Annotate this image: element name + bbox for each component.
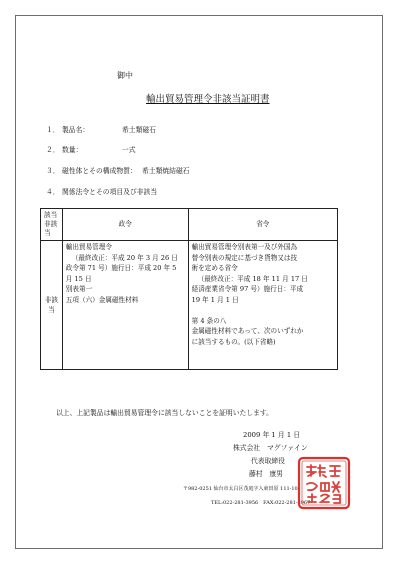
cell-line: 第 4 条の八 <box>191 316 227 325</box>
item-number: ３． <box>46 167 60 175</box>
cell-line: 19 年 1 月 1 日 <box>191 295 239 304</box>
representative-name: 藤村 康男 <box>249 470 283 478</box>
table-header-row <box>41 209 338 241</box>
shorei-cell <box>188 241 337 370</box>
cell-line: 替令別表の規定に基づき貨物又は技 <box>191 253 298 262</box>
header-corner <box>41 209 63 241</box>
item-number: １． <box>46 126 60 134</box>
row-label: 非該当 <box>41 241 63 370</box>
item-label: 製品名： <box>62 126 90 134</box>
header-shorei: 省令 <box>188 209 337 241</box>
cell-line: 政令第 71 号）施行日：平成 20 年 5 <box>65 264 177 272</box>
issue-date: 2009 年 1 月 1 日 <box>243 431 301 439</box>
regulation-table <box>40 208 338 370</box>
addressee: 御中 <box>117 71 133 80</box>
corner-label: 該当 <box>44 211 58 219</box>
certification-statement: 以上、上記製品は輸出貿易管理令に該当しないことを証明いたします。 <box>56 409 273 417</box>
company-name: 株式会社 マグファイン <box>233 444 308 452</box>
item-value: 希土類磁石 <box>122 126 156 134</box>
cell-line: 術を定める省令 <box>191 264 238 272</box>
cell-line: （最終改正：平成 20 年 3 月 26 日 <box>71 253 178 262</box>
cell-line: に該当するもの。(以下省略) <box>191 337 276 346</box>
cell-line: 五項（六）金属磁性材料 <box>65 295 139 304</box>
representative-title: 代表取締役 <box>251 457 285 465</box>
item-value: 一式 <box>122 146 136 154</box>
item-number: ２． <box>46 146 60 154</box>
cell-line: 輸出貿易管理令 <box>65 243 112 251</box>
item-number: ４． <box>46 188 60 196</box>
cell-line: 月 15 日 <box>65 274 92 283</box>
company-contact: TEL:022-281-3956 FAX:022-281-3967 <box>211 500 311 506</box>
header-seirei: 政令 <box>62 209 188 241</box>
corner-label: 非該当 <box>44 220 58 237</box>
company-seal-stamp <box>297 456 351 510</box>
table-row <box>41 241 338 370</box>
item-label: 数量： <box>62 146 83 154</box>
cell-line: 経済産業省令第 97 号）施行日：平成 <box>191 285 304 293</box>
item-label: 関係法令とその項目及び非該当 <box>62 188 158 196</box>
company-address: 〒982-0251 仙台市太白区茂庭字入東田原 111-10 <box>183 486 298 492</box>
seirei-cell <box>62 241 188 370</box>
document-title: 輸出貿易管理令非該当証明書 <box>146 94 270 105</box>
item-value: 希土類焼結磁石 <box>142 167 190 175</box>
item-label: 磁性体とその構成物質： <box>62 167 137 175</box>
cell-line: 金属磁性材料であって、次のいずれか <box>191 327 304 335</box>
cell-line: 輸出貿易管理令別表第一及び外国為 <box>191 243 298 251</box>
cell-line: （最終改正：平成 18 年 11 月 17 日 <box>197 274 308 283</box>
cell-line: 別表第一 <box>65 285 93 293</box>
